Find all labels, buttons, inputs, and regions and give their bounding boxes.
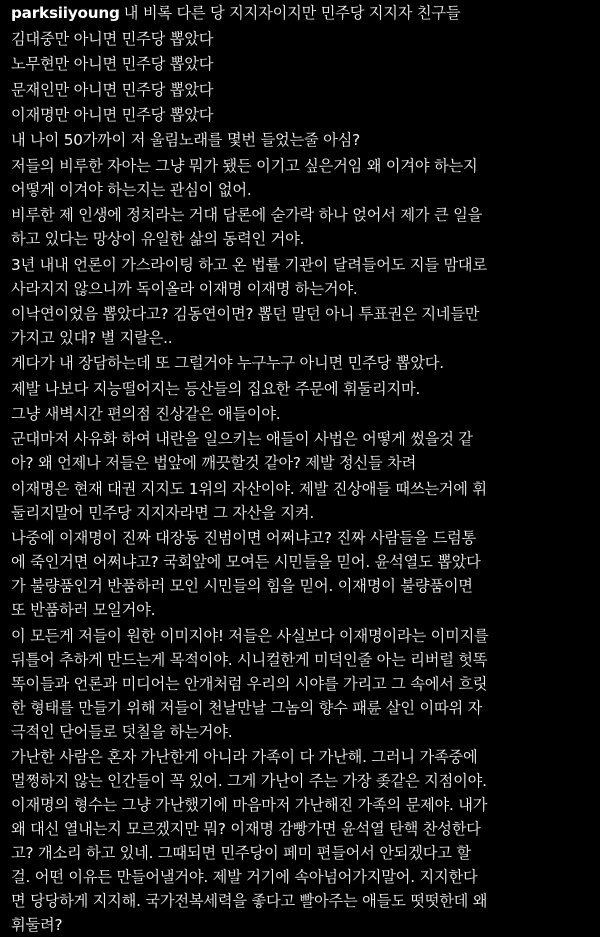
caption-text: 왜 대신 열내는지 모르겠지만 뭐? 이재명 감빵가면 윤석열 탄핵 찬성한다: [11, 820, 481, 839]
caption-line: [11, 351, 600, 375]
caption-text: 가지고 있대? 별 지랄은..: [11, 328, 173, 347]
caption-line: [11, 451, 600, 475]
caption-text: 또 반품하러 모일거야.: [11, 601, 156, 620]
caption-line: [11, 526, 600, 550]
caption-line: [11, 427, 600, 451]
caption-text: 게다가 내 장담하는데 또 그럴거야 누구누구 아니면 민주당 뽑았다.: [11, 354, 444, 373]
caption-paragraph: [11, 27, 600, 51]
caption-line: [11, 793, 600, 817]
caption-paragraph: [11, 203, 600, 251]
caption-paragraph: [11, 302, 600, 350]
caption-line: [11, 550, 600, 574]
caption-line: [11, 128, 600, 152]
caption-line: [11, 103, 600, 127]
caption-text: 저들의 비루한 자아는 그냥 뭐가 됐든 이기고 싶은거임 왜 이겨야 하는지: [11, 156, 478, 175]
caption-line: [11, 203, 600, 227]
caption-line: [11, 769, 600, 793]
caption-line: [11, 865, 600, 889]
caption-line: [11, 52, 600, 76]
caption-text: 멀쩡하지 않는 인간들이 꼭 있어. 그게 가난이 주는 가장 좆같은 지점이야.: [11, 772, 487, 791]
caption-line: [11, 326, 600, 350]
caption-text: 휘둘려?: [11, 916, 63, 935]
caption-line: [11, 277, 600, 301]
caption-line: [11, 817, 600, 841]
caption-line: [11, 227, 600, 251]
caption-text: 아? 왜 언제나 저들은 법앞에 깨끗할것 같아? 제발 정신들 차려: [11, 454, 417, 473]
caption-line: [11, 377, 600, 401]
caption-text: 한 형태를 만들기 위해 저들이 천날만날 그놈의 향수 패륜 살인 이따위 자: [11, 698, 483, 717]
caption-text: 비루한 제 인생에 정치라는 거대 담론에 숟가락 하나 얹어서 제가 큰 일을: [11, 206, 483, 225]
caption-line: [11, 574, 600, 598]
caption-line: [11, 672, 600, 696]
caption-paragraph: [11, 351, 600, 375]
caption-text: 고? 개소리 하고 있네. 그때되면 민주당이 페미 편들어서 안되겠다고 할: [11, 844, 471, 863]
caption-text: 걸. 어떤 이유든 만들어낼거야. 제발 거기에 속아넘어가지말어. 지지한다: [11, 868, 478, 887]
caption-text: 이재명은 현재 대권 지지도 1위의 자산이야. 제발 진상애들 때쓰는거에 휘: [11, 479, 487, 498]
caption-line: [11, 154, 600, 178]
caption-text: 군대마저 사유화 하여 내란을 일으키는 애들이 사법은 어떻게 썼을것 같: [11, 430, 473, 449]
caption-text: 3년 내내 언론이 가스라이팅 하고 온 법률 기관이 달려들어도 지들 맘대로: [11, 255, 487, 274]
caption-paragraph: [11, 377, 600, 401]
caption-paragraph: [11, 624, 600, 744]
caption-paragraph: [11, 477, 600, 525]
caption-paragraph: [11, 103, 600, 127]
caption-line: [11, 841, 600, 865]
caption-text: 이 모든게 저들이 원한 이미지야! 저들은 사실보다 이재명이라는 이미지를: [11, 626, 489, 645]
caption-text: 가 불량품인거 반품하러 모인 시민들의 힘을 믿어. 이재명이 불량품이면: [11, 577, 473, 596]
caption-line: [11, 477, 600, 501]
caption-text: 하고 있다는 망상이 유일한 삶의 동력인 거야.: [11, 230, 305, 249]
caption-line: [11, 598, 600, 622]
caption-paragraph: [11, 526, 600, 622]
caption-text: 이재명만 아니면 민주당 뽑았다: [11, 105, 214, 124]
caption-line: [11, 302, 600, 326]
caption-line: [11, 624, 600, 648]
caption-text: 내 나이 50가까이 저 울림노래를 몇번 들었는줄 아심?: [11, 131, 360, 150]
caption-line: [11, 913, 600, 937]
post-caption: [0, 1, 600, 937]
caption-line: [11, 1, 600, 25]
caption-line: [11, 745, 600, 769]
caption-text: 그냥 새벽시간 편의점 진상같은 애들이야.: [11, 405, 281, 424]
caption-text: 사라지지 않으니까 독이올라 이재명 이재명 하는거야.: [11, 279, 358, 298]
caption-text: 에 죽인거면 어쩌냐고? 국회앞에 모여든 시민들을 믿어. 윤석열도 뽑았다: [11, 553, 481, 572]
caption-text: 노무현만 아니면 민주당 뽑았다: [11, 55, 214, 74]
caption-text: 제발 나보다 지능떨어지는 등산들의 집요한 주문에 휘둘리지마.: [11, 379, 421, 398]
caption-paragraph: [11, 402, 600, 426]
caption-paragraph: [11, 253, 600, 301]
caption-paragraph: [11, 52, 600, 76]
caption-paragraph: [11, 1, 600, 25]
caption-text: 극적인 단어들로 덧칠을 하는거야.: [11, 722, 233, 741]
caption-line: [11, 78, 600, 102]
caption-text: 뒤틀어 추하게 만드는게 목적이야. 시니컬한게 미덕인줄 아는 리버럴 헛똑: [11, 650, 488, 669]
caption-text: 내 비록 다른 당 지지자이지만 민주당 지지자 친구들: [123, 4, 461, 23]
username-link[interactable]: parksiiyoung: [11, 4, 120, 23]
caption-paragraph: [11, 78, 600, 102]
caption-text: 똑이들과 언론과 미디어는 안개처럼 우리의 시야를 가리고 그 속에서 흐릿: [11, 674, 488, 693]
caption-line: [11, 253, 600, 277]
caption-line: [11, 402, 600, 426]
caption-paragraph: [11, 745, 600, 937]
caption-line: [11, 889, 600, 913]
caption-text: 이재명의 형수는 그냥 가난했기에 마음마저 가난해진 가족의 문제야. 내가: [11, 796, 488, 815]
caption-line: [11, 501, 600, 525]
caption-text: 나중에 이재명이 진짜 대장동 진범이면 어쩌냐고? 진짜 사람들을 드럼통: [11, 529, 477, 548]
caption-text: 면 당당하게 지지해. 국가전복세력을 좋다고 빨아주는 애들도 떳떳한데 왜: [11, 892, 488, 911]
caption-text: 이낙연이었음 뽑았다고? 김동연이면? 뽑던 말던 아니 투표권은 지네들만: [11, 304, 480, 323]
caption-line: [11, 27, 600, 51]
caption-paragraph: [11, 154, 600, 202]
caption-line: [11, 648, 600, 672]
caption-text: 둘리지말어 민주당 지지자라면 그 자산을 지켜.: [11, 503, 315, 522]
caption-line: [11, 178, 600, 202]
caption-text: 어떻게 이겨야 하는지는 관심이 없어.: [11, 180, 252, 199]
caption-text: 김대중만 아니면 민주당 뽑았다: [11, 29, 214, 48]
caption-line: [11, 720, 600, 744]
caption-line: [11, 696, 600, 720]
caption-text: 문재인만 아니면 민주당 뽑았다: [11, 80, 214, 99]
caption-paragraph: [11, 128, 600, 152]
caption-paragraph: [11, 427, 600, 475]
caption-text: 가난한 사람은 혼자 가난한게 아니라 가족이 다 가난해. 그러니 가족중에: [11, 748, 478, 767]
